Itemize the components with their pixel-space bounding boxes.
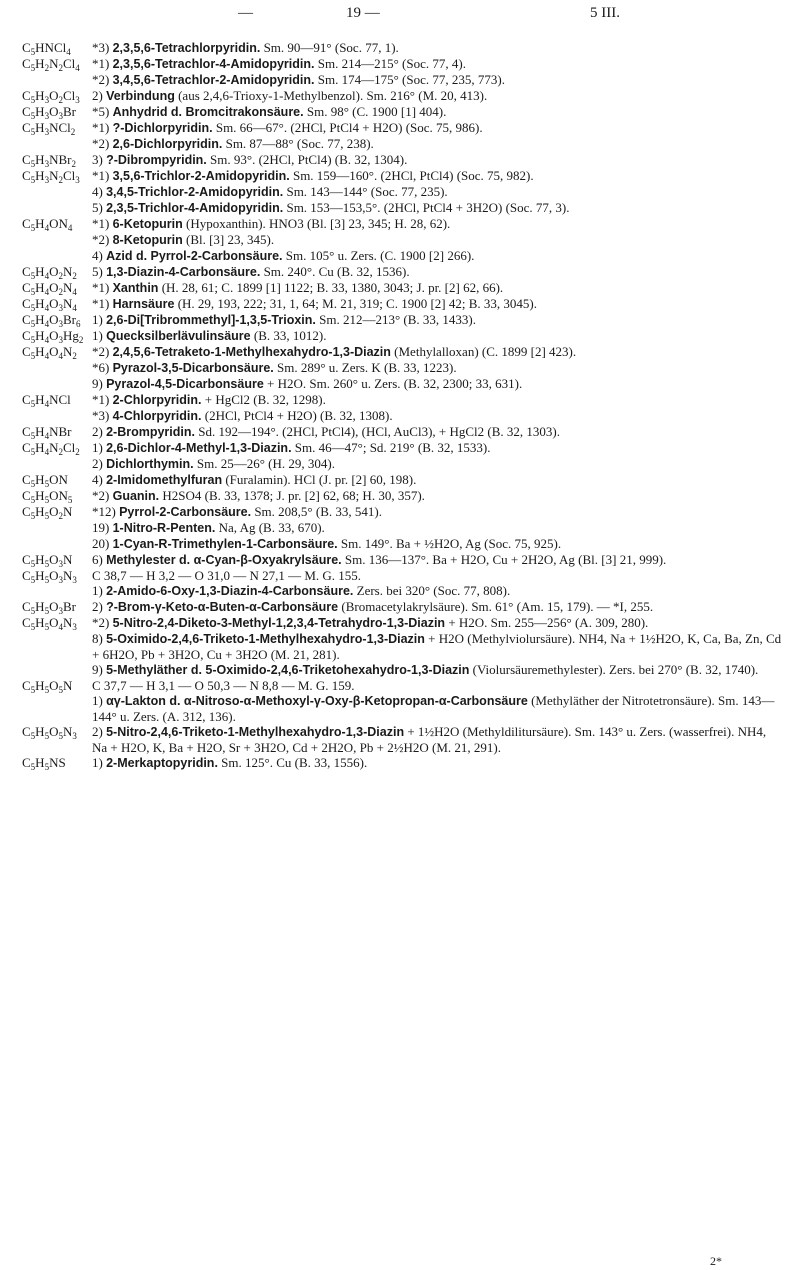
compound-name: Pyrazol-3,5-Dicarbonsäure. [112,361,274,375]
compound-name: 3,4,5-Trichlor-2-Amidopyridin. [106,185,284,199]
entry-details: C 38,7 — H 3,2 — O 31,0 — N 27,1 — M. G. 155. [92,568,362,583]
compound-entry [22,296,782,312]
compound-entry [22,678,782,693]
entry-ref: *2) [92,344,113,359]
compound-name: 1-Nitro-R-Penten. [112,521,216,535]
molecular-formula: $C_5H_5NS$ [22,755,66,772]
molecular-formula: $C_5H_4O_2N_2$ [22,264,77,281]
molecular-formula [22,693,92,724]
compound-entry [22,440,782,456]
compound-entry [22,456,782,472]
entry-details: + H2O. Sm. 255—256° (A. 309, 280). [445,615,649,630]
entry-text [92,296,782,312]
molecular-formula [22,248,92,264]
compound-entry [22,724,782,755]
compound-name: 2-Amido-6-Oxy-1,3-Diazin-4-Carbonsäure. [106,584,354,598]
entry-text [92,440,782,456]
entry-text [92,232,782,248]
entry-details: Sm. 66—67°. (2HCl, PtCl4 + H2O) (Soc. 75, 986). [212,120,483,135]
entry-text [92,184,782,200]
entry-details: Sm. 214—215° (Soc. 77, 4). [314,56,466,71]
molecular-formula [22,536,92,552]
entry-details: (Bl. [3] 23, 345). [182,232,275,247]
compound-entry [22,248,782,264]
compound-entry [22,344,782,360]
entry-text [92,392,782,408]
page-number: 19 — [346,5,380,21]
molecular-formula [22,408,92,424]
entry-text [92,583,782,599]
entry-text [92,56,782,72]
molecular-formula: $C_5H_4O_4N_2$ [22,344,77,361]
entry-text [92,472,782,488]
entry-ref: *2) [92,72,113,87]
entry-text [92,724,782,755]
entry-ref: 2) [92,599,107,614]
entry-details: (B. 33, 1012). [250,328,327,343]
entry-ref: *2) [92,615,113,630]
entry-details: Sm. 105° u. Zers. (C. 1900 [2] 266). [282,248,475,263]
compound-name: αγ-Lakton d. α-Nitroso-α-Methoxyl-γ-Oxy-β-Ketopropan-α-Carbonsäure [106,694,528,708]
compound-name: 3,5,6-Trichlor-2-Amidopyridin. [112,169,290,183]
compound-name: 2,3,5-Trichlor-4-Amidopyridin. [106,201,284,215]
entry-ref: 1) [92,583,107,598]
entry-text [92,200,782,216]
entry-details: (Bromacetylakrylsäure). Sm. 61° (Am. 15, 179). — *I, 255. [338,599,654,614]
molecular-formula: $C_5H_2N_2Cl_4$ [22,56,80,73]
entry-ref: 5) [92,264,107,279]
compound-entry [22,599,782,615]
compound-entry [22,184,782,200]
compound-entry [22,200,782,216]
molecular-formula: $C_5H_5O_3N$ [22,552,73,569]
entry-text [92,216,782,232]
entry-text [92,408,782,424]
compound-name: Verbindung [106,89,175,103]
entry-text [92,88,782,104]
entry-ref: *1) [92,280,113,295]
entry-text [92,504,782,520]
entry-text [92,344,782,360]
molecular-formula: $C_5H_5O_4N_3$ [22,615,77,632]
molecular-formula [22,376,92,392]
compound-entry [22,168,782,184]
entry-ref: 2) [92,424,107,439]
entry-ref: 4) [92,472,107,487]
entry-text [92,678,782,693]
molecular-formula: $C_5H_4O_3Br_6$ [22,312,81,329]
entry-text [92,599,782,615]
entry-details: (H. 28, 61; C. 1899 [1] 1122; B. 33, 1380, 3043; J. pr. [2] 62, 66). [158,280,504,295]
entry-ref: *1) [92,168,113,183]
signature-mark: 2* [710,1254,722,1268]
compound-entry [22,631,782,662]
entry-details: Sm. 212—213° (B. 33, 1433). [315,312,476,327]
entry-text [92,568,782,583]
compound-entry [22,136,782,152]
entry-details: Sm. 25—26° (H. 29, 304). [193,456,335,471]
compound-name: 3,4,5,6-Tetrachlor-2-Amidopyridin. [112,73,315,87]
entry-ref: 2) [92,724,107,739]
compound-name: ?-Dichlorpyridin. [112,121,213,135]
compound-entry [22,312,782,328]
compound-name: 2,6-Dichlorpyridin. [112,137,223,151]
compound-entry [22,615,782,631]
entry-details: Sm. 159—160°. (2HCl, PtCl4) (Soc. 75, 982). [289,168,534,183]
entry-text [92,168,782,184]
compound-name: 5-Nitro-2,4,6-Triketo-1-Methylhexahydro-1,3-Diazin [106,725,405,739]
entry-details: Sm. 125°. Cu (B. 33, 1556). [217,755,368,770]
entry-details: (2HCl, PtCl4 + H2O) (B. 32, 1308). [201,408,393,423]
entry-details: + H2O. Sm. 260° u. Zers. (B. 32, 2300; 33, 631). [263,376,523,391]
entry-details: (H. 29, 193, 222; 31, 1, 64; M. 21, 319; C. 1900 [2] 42; B. 33, 3045). [174,296,537,311]
header-dash-left: — [238,5,253,21]
entry-details: Sm. 98° (C. 1900 [1] 404). [303,104,447,119]
compound-name: Harnsäure [112,297,175,311]
entry-text [92,456,782,472]
entry-details: Sd. 192—194°. (2HCl, PtCl4), (HCl, AuCl3), + HgCl2 (B. 32, 1303). [195,424,560,439]
compound-entry [22,488,782,504]
entry-details: H2SO4 (B. 33, 1378; J. pr. [2] 62, 68; H. 30, 357). [159,488,425,503]
compound-entry [22,280,782,296]
molecular-formula [22,72,92,88]
entry-ref: *2) [92,488,113,503]
molecular-formula: $C_5H_4NBr$ [22,424,72,441]
compound-entry [22,504,782,520]
entry-ref: 5) [92,200,107,215]
compound-name: ?-Brom-γ-Keto-α-Buten-α-Carbonsäure [106,600,339,614]
molecular-formula: $C_5H_5O_2N$ [22,504,73,521]
entry-details: (Hypoxanthin). HNO3 (Bl. [3] 23, 345; H. 28, 62). [182,216,451,231]
molecular-formula: $C_5H_5O_5N_3$ [22,724,77,741]
entry-text [92,631,782,662]
compound-entry [22,520,782,536]
compound-name: 4-Chlorpyridin. [112,409,202,423]
entry-text [92,424,782,440]
molecular-formula: $C_5H_5ON_5$ [22,488,73,505]
entry-text [92,72,782,88]
entry-details: + 1½H2O (Methyldilitursäure). Sm. 143° u. Zers. (wasserfrei). NH4, Na + H2O, K, Ba + H2O, Sr + 3H2O, Cd + 2H2O, Pb + 2½H2O (M. 21, 291). [92,724,767,755]
molecular-formula: $C_5HNCl_4$ [22,40,71,57]
molecular-formula: $C_5H_5O_5N$ [22,678,73,695]
compound-entry [22,755,782,771]
molecular-formula [22,520,92,536]
entry-details: Sm. 93°. (2HCl, PtCl4) (B. 32, 1304). [206,152,408,167]
entry-ref: 9) [92,376,107,391]
entry-text [92,755,782,771]
compound-name: 5-Oximido-2,4,6-Triketo-1-Methylhexahydro-1,3-Diazin [106,632,425,646]
molecular-formula [22,662,92,678]
compound-name: 2,4,5,6-Tetraketo-1-Methylhexahydro-1,3-Diazin [112,345,391,359]
molecular-formula: $C_5H_5O_3N_3$ [22,568,77,585]
section-label: 5 III. [590,5,620,21]
entry-ref: 1) [92,693,107,708]
compound-name: 2,6-Di[Tribrommethyl]-1,3,5-Trioxin. [106,313,316,327]
molecular-formula: $C_5H_5O_3Br$ [22,599,76,616]
compound-entry [22,216,782,232]
entry-text [92,536,782,552]
entry-ref: *6) [92,360,113,375]
entry-details: (Furalamin). HCl (J. pr. [2] 60, 198). [222,472,417,487]
compound-entry [22,392,782,408]
compound-entry [22,120,782,136]
compound-name: Anhydrid d. Bromcitrakonsäure. [112,105,304,119]
molecular-formula [22,200,92,216]
molecular-formula: $C_5H_3N_2Cl_3$ [22,168,80,185]
entry-details: Zers. bei 320° (Soc. 77, 808). [353,583,511,598]
molecular-formula: $C_5H_5ON$ [22,472,68,489]
compound-name: 5-Methyläther d. 5-Oximido-2,4,6-Triketohexahydro-1,3-Diazin [106,663,470,677]
compound-name: 2-Imidomethylfuran [106,473,223,487]
entry-ref: 9) [92,662,107,677]
molecular-formula [22,136,92,152]
entry-text [92,693,782,724]
compound-entry [22,72,782,88]
compound-name: Xanthin [112,281,159,295]
compound-entry [22,328,782,344]
compound-name: 1-Cyan-R-Trimethylen-1-Carbonsäure. [112,537,338,551]
molecular-formula [22,232,92,248]
entry-details: Sm. 208,5° (B. 33, 541). [251,504,382,519]
entry-details: Sm. 153—153,5°. (2HCl, PtCl4 + 3H2O) (Soc. 77, 3). [283,200,570,215]
compound-name: Azid d. Pyrrol-2-Carbonsäure. [106,249,283,263]
compound-entry [22,424,782,440]
entry-ref: 4) [92,248,107,263]
compound-entry [22,88,782,104]
entry-text [92,328,782,344]
entry-details: Sm. 240°. Cu (B. 32, 1536). [260,264,410,279]
compound-name: 2-Merkaptopyridin. [106,756,218,770]
page-header [0,6,800,26]
entry-ref: *1) [92,56,113,71]
entry-text [92,520,782,536]
entry-details: Sm. 149°. Ba + ½H2O, Ag (Soc. 75, 925). [337,536,562,551]
compound-entry [22,56,782,72]
molecular-formula: $C_5H_4O_3N_4$ [22,296,77,313]
entry-details: Sm. 90—91° (Soc. 77, 1). [260,40,399,55]
entry-text [92,662,782,678]
entry-text [92,552,782,568]
entry-text [92,152,782,168]
molecular-formula [22,184,92,200]
entry-text [92,136,782,152]
entry-ref: *2) [92,232,113,247]
entry-text [92,312,782,328]
compound-name: Methylester d. α-Cyan-β-Oxyakrylsäure. [106,553,342,567]
compound-name: 1,3-Diazin-4-Carbonsäure. [106,265,261,279]
compound-entry [22,583,782,599]
header-dash-right: — [364,5,380,21]
entry-text [92,280,782,296]
entry-ref: 3) [92,152,107,167]
compound-entry [22,568,782,583]
entry-ref: *3) [92,408,113,423]
entry-ref: 8) [92,631,107,646]
molecular-formula: $C_5H_4N_2Cl_2$ [22,440,80,457]
compound-entry [22,376,782,392]
entry-details: (aus 2,4,6-Trioxy-1-Methylbenzol). Sm. 216° (M. 20, 413). [174,88,488,103]
entry-text [92,488,782,504]
entry-ref: 2) [92,456,107,471]
entry-ref: 6) [92,552,107,567]
entry-details: Na, Ag (B. 33, 670). [215,520,325,535]
entry-text [92,104,782,120]
entry-text [92,248,782,264]
molecular-formula [22,456,92,472]
entry-text [92,615,782,631]
entry-text [92,40,782,56]
molecular-formula: $C_5H_3O_2Cl_3$ [22,88,80,105]
compound-entry [22,472,782,488]
entry-ref: *12) [92,504,120,519]
compound-name: Guanin. [112,489,160,503]
entry-details: Sm. 46—47°; Sd. 219° (B. 32, 1533). [291,440,491,455]
entry-details: + H2O (Methylviolursäure). NH4, Na + 1½H2O, K, Ca, Ba, Zn, Cd + 6H2O, Pb + 3H2O, Cu + 3H2O (M. 21, 281). [92,631,782,662]
compound-name: 2,3,5,6-Tetrachlor-4-Amidopyridin. [112,57,315,71]
entry-ref: 1) [92,328,107,343]
compound-name: Pyrrol-2-Carbonsäure. [119,505,252,519]
compound-name: 2,3,5,6-Tetrachlorpyridin. [112,41,261,55]
compound-name: 2,6-Dichlor-4-Methyl-1,3-Diazin. [106,441,292,455]
compound-entry [22,536,782,552]
molecular-formula: $C_5H_4ON_4$ [22,216,73,233]
entry-details: Sm. 136—137°. Ba + H2O, Cu + 2H2O, Ag (Bl. [3] 21, 999). [341,552,667,567]
entry-text [92,264,782,280]
entry-details: Sm. 174—175° (Soc. 77, 235, 773). [314,72,505,87]
entry-details: (Methyläther der Nitrotetronsäure). Sm. 143—144° u. Zers. (A. 312, 136). [92,693,775,724]
molecular-formula: $C_5H_3NCl_2$ [22,120,76,137]
entry-details: (Violursäuremethylester). Zers. bei 270° (B. 32, 1740). [469,662,759,677]
entry-ref: 1) [92,312,107,327]
entry-ref: *3) [92,40,113,55]
entry-details: Sm. 289° u. Zers. K (B. 33, 1223). [273,360,457,375]
entry-details: (Methylalloxan) (C. 1899 [2] 423). [390,344,577,359]
entry-ref: *1) [92,216,113,231]
molecular-formula: $C_5H_3O_3Br$ [22,104,76,121]
compound-entry [22,552,782,568]
molecular-formula [22,583,92,599]
compound-list [22,40,782,771]
compound-entry [22,152,782,168]
compound-entry [22,104,782,120]
molecular-formula: $C_5H_4NCl$ [22,392,71,409]
entry-ref: 2) [92,88,107,103]
compound-entry [22,264,782,280]
compound-name: 2-Brompyridin. [106,425,195,439]
entry-details: Sm. 143—144° (Soc. 77, 235). [283,184,448,199]
entry-text [92,376,782,392]
compound-entry [22,232,782,248]
entry-ref: 19) [92,520,113,535]
compound-entry [22,360,782,376]
compound-entry [22,693,782,724]
entry-ref: *1) [92,392,113,407]
compound-name: 2-Chlorpyridin. [112,393,202,407]
entry-ref: 4) [92,184,107,199]
compound-name: 6-Ketopurin [112,217,183,231]
entry-text [92,360,782,376]
compound-name: 8-Ketopurin [112,233,183,247]
molecular-formula [22,360,92,376]
molecular-formula: $C_5H_3NBr_2$ [22,152,76,169]
entry-details: + HgCl2 (B. 32, 1298). [201,392,326,407]
entry-ref: 1) [92,440,107,455]
compound-entry [22,40,782,56]
entry-ref: *5) [92,104,113,119]
compound-name: ?-Dibrompyridin. [106,153,207,167]
entry-ref: *1) [92,120,113,135]
molecular-formula: $C_5H_4O_2N_4$ [22,280,77,297]
entry-ref: 20) [92,536,113,551]
entry-details: C 37,7 — H 3,1 — O 50,3 — N 8,8 — M. G. 159. [92,678,355,693]
entry-details: Sm. 87—88° (Soc. 77, 238). [222,136,374,151]
entry-ref: 1) [92,755,107,770]
entry-ref: *2) [92,136,113,151]
entry-ref: *1) [92,296,113,311]
compound-name: Dichlorthymin. [106,457,194,471]
compound-name: Pyrazol-4,5-Dicarbonsäure [106,377,264,391]
compound-name: 5-Nitro-2,4-Diketo-3-Methyl-1,2,3,4-Tetrahydro-1,3-Diazin [112,616,446,630]
compound-entry [22,662,782,678]
entry-text [92,120,782,136]
molecular-formula: $C_5H_4O_3Hg_2$ [22,328,84,345]
compound-name: Quecksilberlävulinsäure [106,329,251,343]
compound-entry [22,408,782,424]
molecular-formula [22,631,92,662]
